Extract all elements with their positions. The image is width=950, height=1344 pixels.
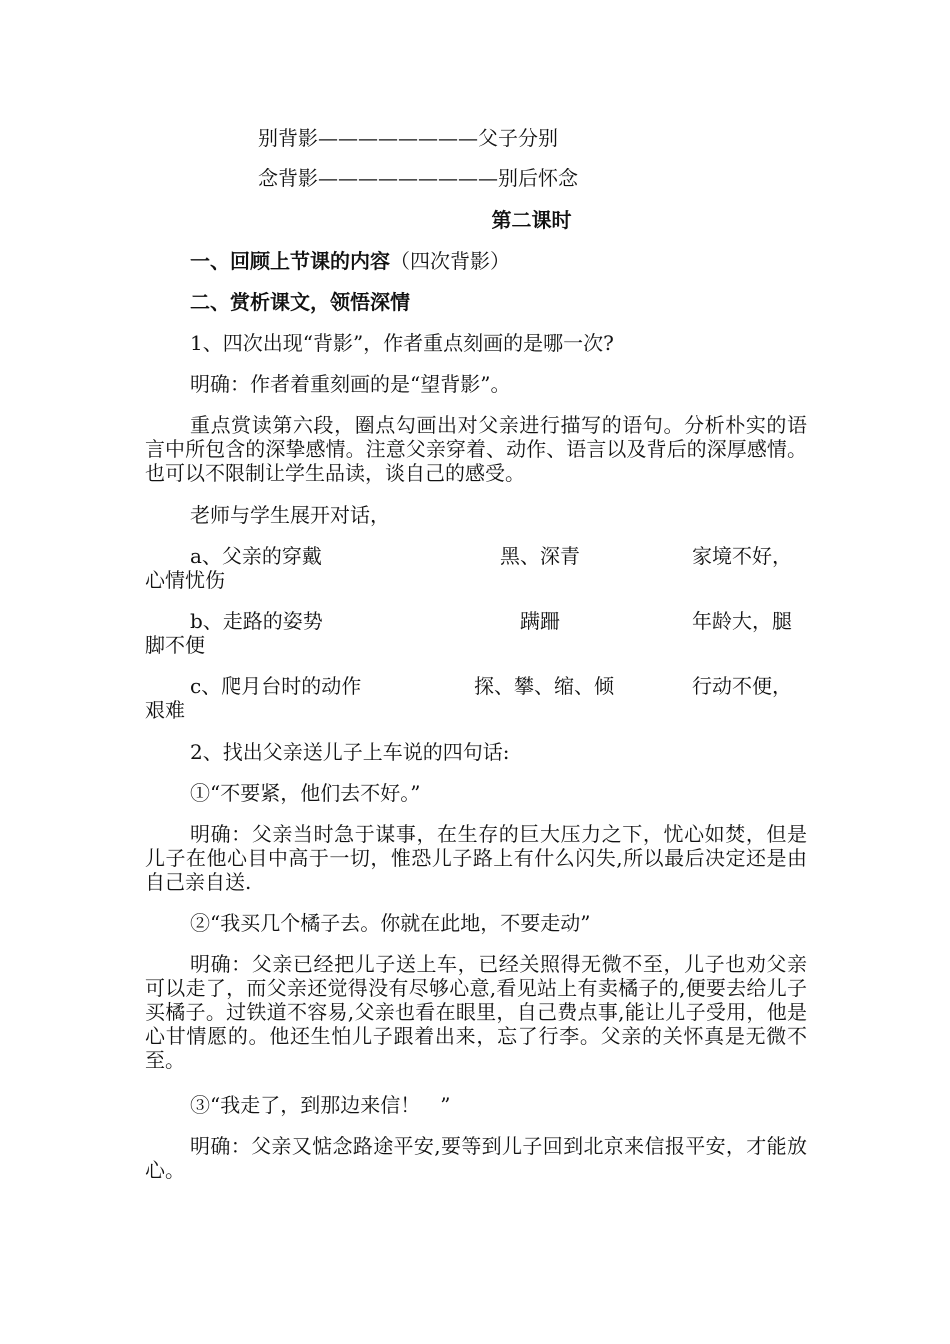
quote-1: ①“不要紧，他们去不好。” — [190, 781, 421, 805]
question-2: 2、找出父亲送儿子上车说的四句话: — [190, 740, 510, 764]
analysis-row-c-detail: 探、攀、缩、倾 — [474, 674, 614, 698]
section-1-note: （四次背影） — [390, 249, 510, 273]
analysis-row-b-item: b、走路的姿势 — [190, 609, 323, 633]
analysis-row-a-detail: 黑、深青 — [500, 544, 580, 568]
section-2-heading: 二、赏析课文，领悟深情 — [190, 290, 410, 314]
question-1: 1、四次出现“背影”，作者重点刻画的是哪一次? — [190, 331, 614, 355]
reading-paragraph: 重点赏读第六段，圈点勾画出对父亲进行描写的语句。分析朴实的语言中所包含的深挚感情。注意父亲穿着、动作、语言以及背后的深厚感情。也可以不限制让学生品读，谈自己的感受。 — [145, 413, 807, 485]
analysis-row-b-meaning: 年龄大，腿 — [692, 609, 792, 633]
analysis-row-c-meaning: 行动不便， — [692, 674, 792, 698]
analysis-row-b-meaning-cont: 脚不便 — [145, 633, 205, 657]
section-1-heading: 一、回顾上节课的内容 — [190, 249, 390, 273]
section-1 — [190, 249, 510, 273]
analysis-row-a-meaning-cont: 心情忧伤 — [145, 568, 225, 592]
dialog-intro: 老师与学生展开对话， — [190, 503, 390, 527]
quote-1-explanation: 明确：父亲当时急于谋事，在生存的巨大压力之下，忧心如焚，但是儿子在他心目中高于一切，惟恐儿子路上有什么闪失,所以最后决定还是由自己亲自送. — [145, 822, 807, 894]
outline-line-2: 念背影—————————别后怀念 — [258, 166, 578, 190]
quote-3-explanation: 明确：父亲又惦念路途平安,要等到儿子回到北京来信报平安，才能放心。 — [145, 1134, 807, 1182]
quote-2-explanation: 明确：父亲已经把儿子送上车，已经关照得无微不至，儿子也劝父亲可以走了，而父亲还觉得没有尽够心意,看见站上有卖橘子的,便要去给儿子买橘子。过铁道不容易,父亲也看在眼里，自己费点事,能让儿子受用，他是心甘情愿的。他还生怕儿子跟着出来，忘了行李。父亲的关怀真是无微不至。 — [145, 952, 807, 1072]
quote-2: ②“我买几个橘子去。你就在此地，不要走动” — [190, 911, 591, 935]
analysis-row-a-meaning: 家境不好， — [692, 544, 792, 568]
analysis-row-c-meaning-cont: 艰难 — [145, 698, 185, 722]
quote-3: ③“我走了，到那边来信！ ” — [190, 1093, 451, 1117]
analysis-row-b-detail: 蹒跚 — [520, 609, 560, 633]
analysis-row-c-item: c、爬月台时的动作 — [190, 674, 362, 698]
answer-1: 明确：作者着重刻画的是“望背影”。 — [190, 372, 511, 396]
lesson-title: 第二课时 — [491, 208, 572, 232]
analysis-row-a-item: a、父亲的穿戴 — [190, 544, 322, 568]
outline-line-1: 别背影————————父子分别 — [258, 126, 558, 150]
